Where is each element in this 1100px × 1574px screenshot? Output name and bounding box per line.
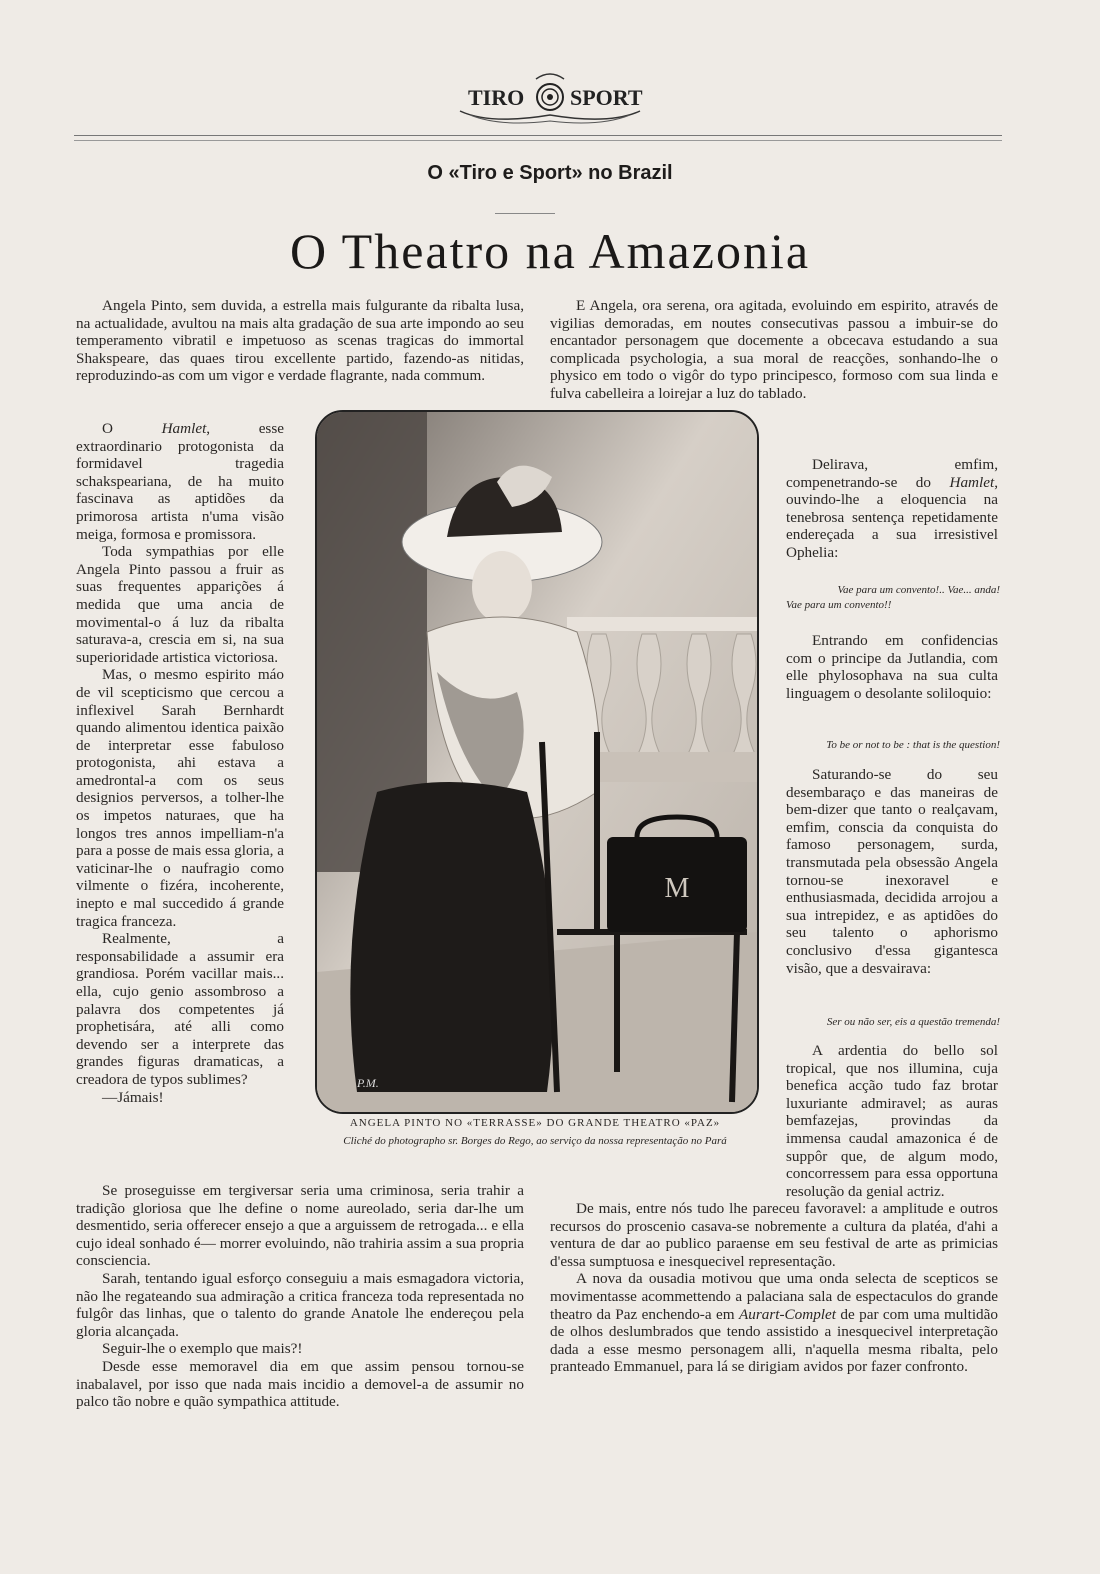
photo-credit: Cliché do photographo sr. Borges do Rego, ao serviço da nossa representação no Pará — [343, 1135, 727, 1147]
masthead — [0, 70, 1100, 130]
right-paragraph-1: E Angela, ora serena, ora agitada, evoluindo em espirito, através de vigilias demoradas, em noutes consecutivas passou a imbuir-se do encantador personagem que docemente a obcecava estudando a sua complicada psychologia, a sua moral de reacções, sonhando-lhe o physico em todo o vigôr do typo principesco, formoso com sua linda e fulva cabelleira a loirejar a luz do tablado. — [550, 297, 998, 402]
right-column-narrow-3 — [786, 766, 998, 977]
aurart-complet-term: Aurart-Complet — [738, 1305, 836, 1323]
right-paragraph-2: Delirava, emfim, compenetrando-se do Hamlet, ouvindo-lhe a eloquencia na tenebrosa sentença repetidamente endereçada a sua irresistivel Ophelia: — [786, 456, 998, 561]
svg-text:M: M — [664, 873, 690, 904]
section-kicker: O «Tiro e Sport» no Brazil — [427, 162, 673, 184]
masthead-logo — [450, 71, 650, 129]
svg-text:P.M.: P.M. — [357, 1076, 379, 1090]
masthead-rule — [74, 135, 1002, 136]
article-headline: O Theatro na Amazonia — [289, 223, 811, 279]
left-column-bottom — [76, 1182, 524, 1411]
right-paragraph-4: Saturando-se do seu desembaraço e das maneiras de bem-dizer que tanto o realçavam, emfim, conscia da conquista do famoso personagem, surda, transmutada pela obsessão Angela tornou-se inexoravel e enthusiasmada, decidida arrojou a sua intrepidez, e as aptidões do seu talento o aphorismo conclusivo d'essa gigantesca visão, que a desvairava: — [786, 766, 998, 977]
left-paragraph-2: O Hamlet, esse extraordinario protogonista da formidavel tragedia schakspeariana, de ha muito fascinava as aptidões da primorosa artista n'uma visão meiga, formosa e promissora. — [76, 420, 284, 543]
masthead-rule-secondary — [74, 140, 1002, 141]
quote-to-be: To be or not to be : that is the question! — [826, 739, 1000, 751]
left-column-top — [76, 297, 524, 385]
left-paragraph-9: Seguir-lhe o exemplo que mais?! — [102, 1340, 303, 1358]
kicker-divider — [495, 213, 555, 214]
left-column-narrow — [76, 420, 284, 1106]
svg-text:SPORT: SPORT — [570, 85, 643, 110]
quote-convento: Vae para um convento!.. Vae... anda! Vae para um convento!! — [786, 584, 1000, 611]
right-column-bottom — [550, 1200, 998, 1376]
left-paragraph-10: Desde esse memoravel dia em que assim pensou tornou-se inabalavel, por isso que nada mais incidio a demovel-a de assumir no palco tão nobre e quão sympathica attitude. — [76, 1357, 524, 1411]
left-paragraph-1: Angela Pinto, sem duvida, a estrella mais fulgurante da ribalta lusa, na actualidade, avultou na mais alta gradação de sua arte impondo ao seu temperamento vibratil e impetuoso as scenas tragicas do immortal Shakspeare, das quaes tirou excellente partido, fazendo-as nitidas, reproduzindo-as com um vigor e verdade flagrante, nada commum. — [76, 297, 524, 385]
right-column-top — [550, 297, 998, 403]
left-paragraph-6: —Jámais! — [102, 1088, 164, 1106]
svg-text:TIRO: TIRO — [468, 85, 525, 110]
left-paragraph-7: Se proseguisse em tergiversar seria uma criminosa, seria trahir a tradição gloriosa que lhe define o nome aureolado, seria dar-lhe um desmentido, seria offerecer ensejo a que a arguissem de retrogada... e ella cujo ideal sonhado é— morrer evoluindo, não trahiria assim a sua propria consciencia. — [76, 1182, 524, 1270]
right-paragraph-6: De mais, entre nós tudo lhe pareceu favoravel: a amplitude e outros recursos do proscenio casava-se nobremente a cultura da platéa, d'ahi a ventura de dar ao publico paraense em seu festival de arte as primicias d'essa sumptuosa e inesquecivel representação. — [550, 1200, 998, 1270]
right-column-narrow-2 — [786, 632, 998, 702]
hamlet-title: Hamlet — [161, 420, 207, 437]
portrait-photograph — [315, 410, 759, 1114]
right-column-narrow-4 — [786, 1042, 998, 1200]
portrait-illustration — [317, 412, 757, 1112]
left-paragraph-5: Realmente, a responsabilidade a assumir era grandiosa. Porém vacillar mais... ella, cujo genio assombroso a palavra dos competentes já prophetisára, até alli como devendo ser a interprete das grandes figuras dramaticas, a creadora de typos sublimes? — [76, 930, 284, 1088]
quote-ser-ou-nao: Ser ou não ser, eis a questão tremenda! — [826, 1016, 1000, 1028]
photo-caption: ANGELA PINTO NO «TERRASSE» DO GRANDE THEATRO «PAZ» — [349, 1117, 721, 1129]
left-paragraph-3: Toda sympathias por elle Angela Pinto passou a fruir as suas frequentes apparições á medida que uma ancia de movimental-o á luz da ribalta saturava-a, crescia em si, na sua superioridade artistica victoriosa. — [76, 543, 284, 666]
hamlet-title-right: Hamlet — [949, 473, 995, 491]
left-paragraph-4: Mas, o mesmo espirito máo de vil scepticismo que cercou a inflexivel Sarah Bernhardt quando alimentou identica paixão de interpretar esse fabuloso protogonista, ahi estava a amedrontal-a com os seus designios perversos, a tolher-lhe os impetos naturaes, que ha longos tres annos impelliam-n'a para a posse de mais essa gloria, a vaticinar-lhe o naufragio como vilmente o fizéra, incoherente, inepto e mal succedido á grande tragica franceza. — [76, 666, 284, 930]
right-column-narrow — [786, 456, 998, 562]
right-paragraph-5: A ardentia do bello sol tropical, que nos illumina, cuja benefica acção tudo faz brotar luxuriante admiravel; as auras bemfazejas, provindas da immensa caudal amazonica é de suppôr que, de algum modo, concorressem para essa opportuna resolução da genial actriz. — [786, 1042, 998, 1200]
right-paragraph-7: A nova da ousadia motivou que uma onda selecta de scepticos se movimentasse acommettendo a palaciana sala de espectaculos do grande theatro da Paz enchendo-a em Aurart-Complet de par com uma multidão de olhos deslumbrados que tendo assistido a inesquecivel interpretação dada a esse mesmo personagem alli, n'aquella mesma ribalta, pelo pranteado Emmanuel, para lá se dirigiam avidos por fazer confronto. — [550, 1270, 998, 1376]
right-paragraph-3: Entrando em confidencias com o principe da Jutlandia, com elle phylosophava na sua culta linguagem o desolante soliloquio: — [786, 632, 998, 702]
left-paragraph-8: Sarah, tentando igual esforço conseguiu a mais esmagadora victoria, não lhe regateando sua admiração a critica franceza toda representada no fulgôr das linhas, que o talento do grande Anatole lhe endereçou pela gloria alcançada. — [76, 1269, 524, 1340]
